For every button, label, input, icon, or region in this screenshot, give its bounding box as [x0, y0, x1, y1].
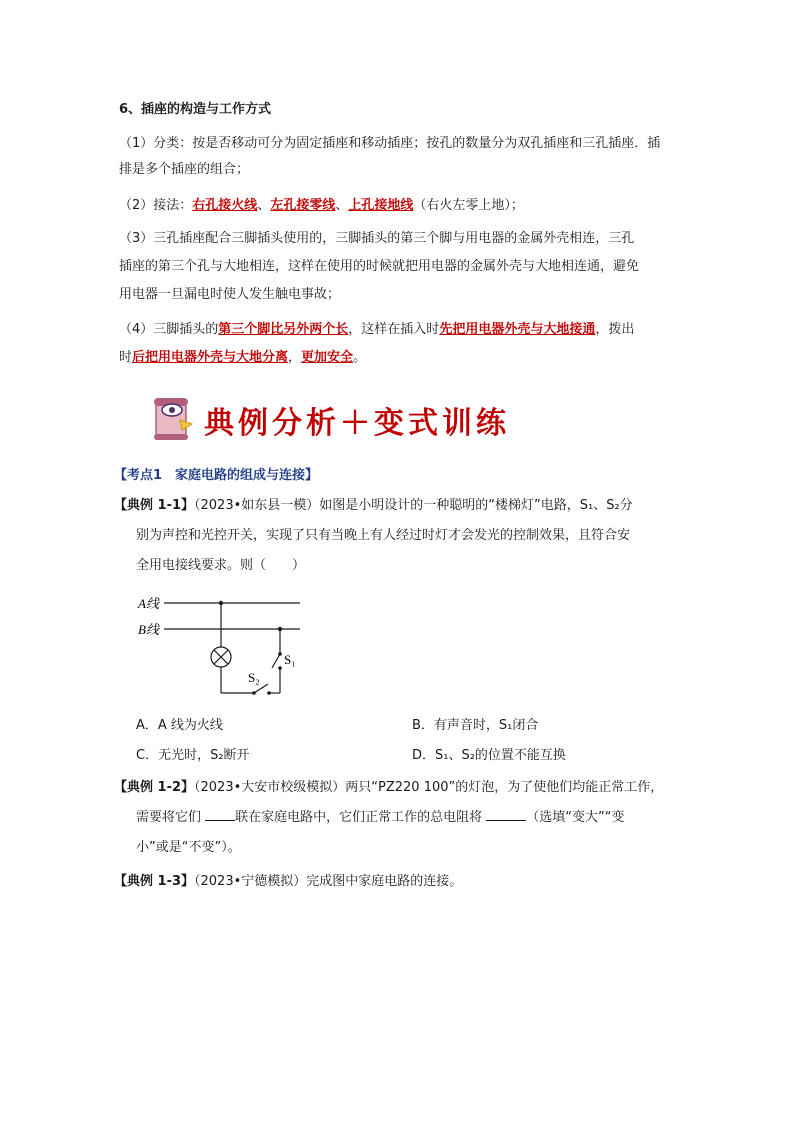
- ex12-text2c: （选填“变大”“变: [526, 810, 625, 825]
- p4-mid: ，这样在插入时: [348, 322, 440, 337]
- ex11-line1: [114, 496, 633, 516]
- p2-line: [119, 196, 524, 216]
- p4-red2: 先把用电器外壳与大地接通: [439, 322, 596, 337]
- ex12-line3: 小”或是“不变”）。: [136, 840, 241, 855]
- ex11-text1: （2023•如东县一模）如图是小明设计的一种聪明的“楼梯灯”电路，S₁、S₂分: [194, 498, 633, 513]
- label-line-a: A线: [138, 596, 159, 611]
- ex11-option-a: A．A 线为火线: [136, 718, 223, 733]
- p4-line2: [119, 348, 366, 368]
- p2-prefix: （2）接法：: [119, 198, 193, 213]
- ex11-tag: 【典例 1-1】: [114, 498, 195, 513]
- p4-tail: ，拨出: [595, 322, 635, 337]
- p4-red4: 更加安全: [301, 350, 354, 365]
- p1-line2: 排是多个插座的组合；: [119, 162, 250, 177]
- p4-l2-end: 。: [353, 350, 367, 365]
- ex11-line2: 别为声控和光控开关，实现了只有当晚上有人经过时灯才会发光的控制效果，且符合安: [136, 528, 631, 543]
- p4-l2-prefix: 时: [119, 350, 133, 365]
- p2-suffix: （右火左零上地）；: [413, 198, 524, 213]
- ex11-line3: 全用电接线要求。则（ ）: [136, 558, 306, 573]
- ex11-option-c: C．无光时，S₂断开: [136, 748, 250, 763]
- circuit-diagram: [136, 588, 311, 698]
- ex13-line1: [114, 872, 462, 892]
- p4-line1: [119, 320, 634, 340]
- ex13-text1: （2023•宁德模拟）完成图中家庭电路的连接。: [194, 874, 463, 889]
- ex12-text2a: 需要将它们: [136, 810, 206, 825]
- ex12-tag: 【典例 1-2】: [114, 780, 195, 795]
- p3-line1: （3）三孔插座配合三脚插头使用的，三脚插头的第三个脚与用电器的金属外壳相连，三孔: [119, 231, 635, 246]
- ex12-line2: [136, 808, 625, 828]
- p3-line2: 插座的第三个孔与大地相连，这样在使用的时候就把用电器的金属外壳与大地相连通，避免: [119, 259, 640, 274]
- label-s1: S₁: [284, 652, 296, 667]
- p2-sep2: 、: [335, 198, 349, 213]
- ex12-text2b: 联在家庭电路中，它们正常工作的总电阻将: [235, 810, 487, 825]
- kaodian-heading: 【考点1 家庭电路的组成与连接】: [114, 468, 319, 483]
- p3-line3: 用电器一旦漏电时使人发生触电事故；: [119, 287, 341, 302]
- p4-prefix: （4）三脚插头的: [119, 322, 219, 337]
- ex11-option-b: B．有声音时，S₁闭合: [412, 718, 539, 733]
- ex12-line1: [114, 778, 663, 798]
- p2-left-hole: 左孔接零线: [270, 198, 336, 213]
- ex11-option-d: D．S₁、S₂的位置不能互换: [412, 748, 566, 763]
- banner-title: 典例分析＋变式训练: [204, 406, 510, 441]
- p4-red1: 第三个脚比另外两个长: [218, 322, 349, 337]
- ex12-blank1[interactable]: [205, 808, 235, 821]
- switch-s2: [254, 684, 268, 693]
- ex12-blank2[interactable]: [486, 808, 526, 821]
- section-title: 6、插座的构造与工作方式: [119, 102, 272, 117]
- switch-s1: [272, 654, 280, 668]
- p4-red3: 后把用电器外壳与大地分离: [132, 350, 289, 365]
- banner-scroll-icon: [150, 394, 210, 442]
- p1-line1: （1）分类：按是否移动可分为固定插座和移动插座；按孔的数量分为双孔插座和三孔插座．插: [119, 136, 661, 151]
- p2-sep1: 、: [257, 198, 271, 213]
- p2-right-hole: 右孔接火线: [192, 198, 258, 213]
- p2-top-hole: 上孔接地线: [348, 198, 414, 213]
- label-s2: S₂: [248, 670, 260, 685]
- p4-l2-mid: ，: [288, 350, 302, 365]
- label-line-b: B线: [138, 622, 159, 637]
- ex13-tag: 【典例 1-3】: [114, 874, 195, 889]
- ex12-text1: （2023•大安市校级模拟）两只“PZ220 100”的灯泡，为了使他们均能正常工作，: [194, 780, 664, 795]
